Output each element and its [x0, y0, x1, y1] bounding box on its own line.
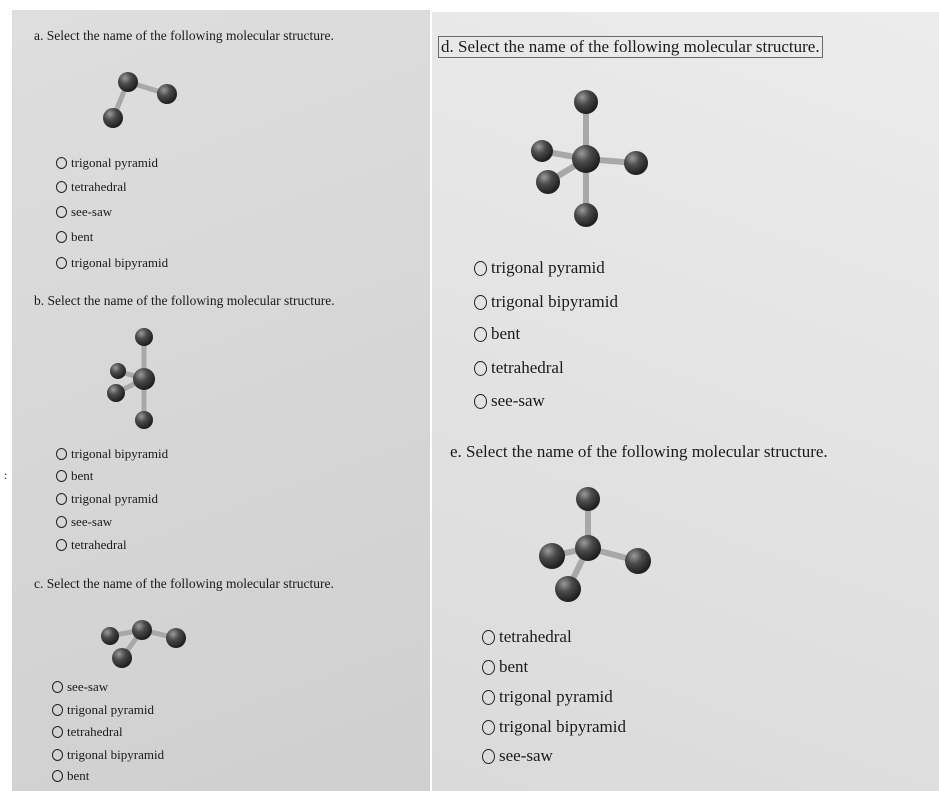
- option-label: see-saw: [491, 391, 545, 410]
- radio-button[interactable]: [474, 327, 487, 342]
- option-b-4[interactable]: [56, 514, 112, 530]
- outer-atom: [555, 576, 581, 602]
- option-label: trigonal pyramid: [71, 155, 159, 170]
- option-d-2[interactable]: [474, 292, 618, 312]
- option-label: see-saw: [71, 204, 113, 219]
- question-e-prompt: e. Select the name of the following molecular structure.: [450, 442, 828, 461]
- central-atom: [132, 620, 152, 640]
- radio-button[interactable]: [482, 660, 495, 675]
- option-d-5[interactable]: [474, 391, 545, 411]
- option-d-4[interactable]: [474, 358, 564, 378]
- radio-button[interactable]: [52, 704, 63, 716]
- option-label: trigonal bipyramid: [499, 717, 627, 736]
- option-e-4[interactable]: [482, 717, 626, 737]
- option-label: tetrahedral: [71, 537, 127, 552]
- outer-atom: [103, 108, 123, 128]
- outer-atom: [531, 140, 553, 162]
- molecule-d: [524, 82, 654, 232]
- radio-button[interactable]: [482, 630, 495, 645]
- central-atom: [575, 535, 601, 561]
- option-label: tetrahedral: [67, 724, 123, 739]
- outer-atom: [135, 328, 153, 346]
- outer-atom: [625, 548, 651, 574]
- central-atom: [572, 145, 600, 173]
- left-panel: [12, 10, 430, 791]
- option-label: tetrahedral: [71, 179, 127, 194]
- option-e-5[interactable]: [482, 746, 553, 766]
- outer-atom: [536, 170, 560, 194]
- outer-atom: [107, 384, 125, 402]
- option-c-4[interactable]: [52, 747, 164, 763]
- outer-atom: [574, 90, 598, 114]
- option-e-1[interactable]: [482, 627, 572, 647]
- option-label: bent: [71, 468, 94, 483]
- option-label: bent: [499, 657, 529, 676]
- option-d-1[interactable]: [474, 258, 605, 278]
- option-label: see-saw: [499, 746, 553, 765]
- option-label: trigonal pyramid: [67, 702, 155, 717]
- option-c-1[interactable]: [52, 679, 108, 695]
- option-label: trigonal pyramid: [71, 491, 159, 506]
- molecule-c: [94, 612, 194, 672]
- option-b-2[interactable]: [56, 468, 93, 484]
- radio-button[interactable]: [474, 295, 487, 310]
- radio-button[interactable]: [56, 231, 67, 243]
- radio-button[interactable]: [482, 690, 495, 705]
- option-label: trigonal bipyramid: [67, 747, 165, 762]
- option-label: see-saw: [71, 514, 113, 529]
- outer-atom: [539, 543, 565, 569]
- central-atom: [133, 368, 155, 390]
- radio-button[interactable]: [56, 206, 67, 218]
- radio-button[interactable]: [56, 539, 67, 551]
- radio-button[interactable]: [52, 770, 63, 782]
- option-label: trigonal pyramid: [491, 258, 605, 277]
- outer-atom: [166, 628, 186, 648]
- option-label: bent: [71, 229, 94, 244]
- radio-button[interactable]: [56, 181, 67, 193]
- molecule-a: [100, 65, 190, 135]
- option-e-3[interactable]: [482, 687, 613, 707]
- outer-atom: [112, 648, 132, 668]
- radio-button[interactable]: [56, 257, 67, 269]
- option-label: bent: [67, 768, 90, 783]
- question-a-prompt: a. Select the name of the following molecular structure.: [34, 28, 334, 43]
- molecule-e: [528, 482, 658, 612]
- radio-button[interactable]: [56, 157, 67, 169]
- option-e-2[interactable]: [482, 657, 528, 677]
- option-label: see-saw: [67, 679, 109, 694]
- option-a-1[interactable]: [56, 155, 158, 171]
- option-d-3[interactable]: [474, 324, 520, 344]
- radio-button[interactable]: [56, 470, 67, 482]
- option-label: trigonal bipyramid: [71, 446, 169, 461]
- option-label: bent: [491, 324, 521, 343]
- molecule-b: [104, 325, 174, 440]
- margin-mark: :: [4, 468, 8, 482]
- option-a-3[interactable]: [56, 204, 112, 220]
- radio-button[interactable]: [474, 361, 487, 376]
- outer-atom: [157, 84, 177, 104]
- option-label: trigonal bipyramid: [71, 255, 169, 270]
- right-panel: [432, 12, 939, 791]
- option-b-5[interactable]: [56, 537, 127, 553]
- option-c-3[interactable]: [52, 724, 123, 740]
- outer-atom: [576, 487, 600, 511]
- outer-atom: [624, 151, 648, 175]
- option-label: trigonal bipyramid: [491, 292, 619, 311]
- outer-atom: [101, 627, 119, 645]
- option-a-5[interactable]: [56, 255, 168, 271]
- radio-button[interactable]: [52, 681, 63, 693]
- option-a-2[interactable]: [56, 179, 127, 195]
- central-atom: [118, 72, 138, 92]
- question-b-prompt: b. Select the name of the following molecular structure.: [34, 293, 335, 308]
- radio-button[interactable]: [482, 720, 495, 735]
- option-c-5[interactable]: [52, 768, 89, 784]
- option-label: tetrahedral: [491, 358, 564, 377]
- option-b-1[interactable]: [56, 446, 168, 462]
- radio-button[interactable]: [52, 726, 63, 738]
- option-label: trigonal pyramid: [499, 687, 613, 706]
- radio-button[interactable]: [474, 261, 487, 276]
- question-d-prompt: d. Select the name of the following molecular structure.: [438, 36, 823, 58]
- radio-button[interactable]: [56, 448, 67, 460]
- radio-button[interactable]: [56, 493, 67, 505]
- outer-atom: [574, 203, 598, 227]
- outer-atom: [110, 363, 126, 379]
- option-label: tetrahedral: [499, 627, 572, 646]
- radio-button[interactable]: [56, 516, 67, 528]
- radio-button[interactable]: [474, 394, 487, 409]
- radio-button[interactable]: [52, 749, 63, 761]
- option-c-2[interactable]: [52, 702, 154, 718]
- option-a-4[interactable]: [56, 229, 93, 245]
- option-b-3[interactable]: [56, 491, 158, 507]
- radio-button[interactable]: [482, 749, 495, 764]
- outer-atom: [135, 411, 153, 429]
- question-c-prompt: c. Select the name of the following molecular structure.: [34, 576, 334, 591]
